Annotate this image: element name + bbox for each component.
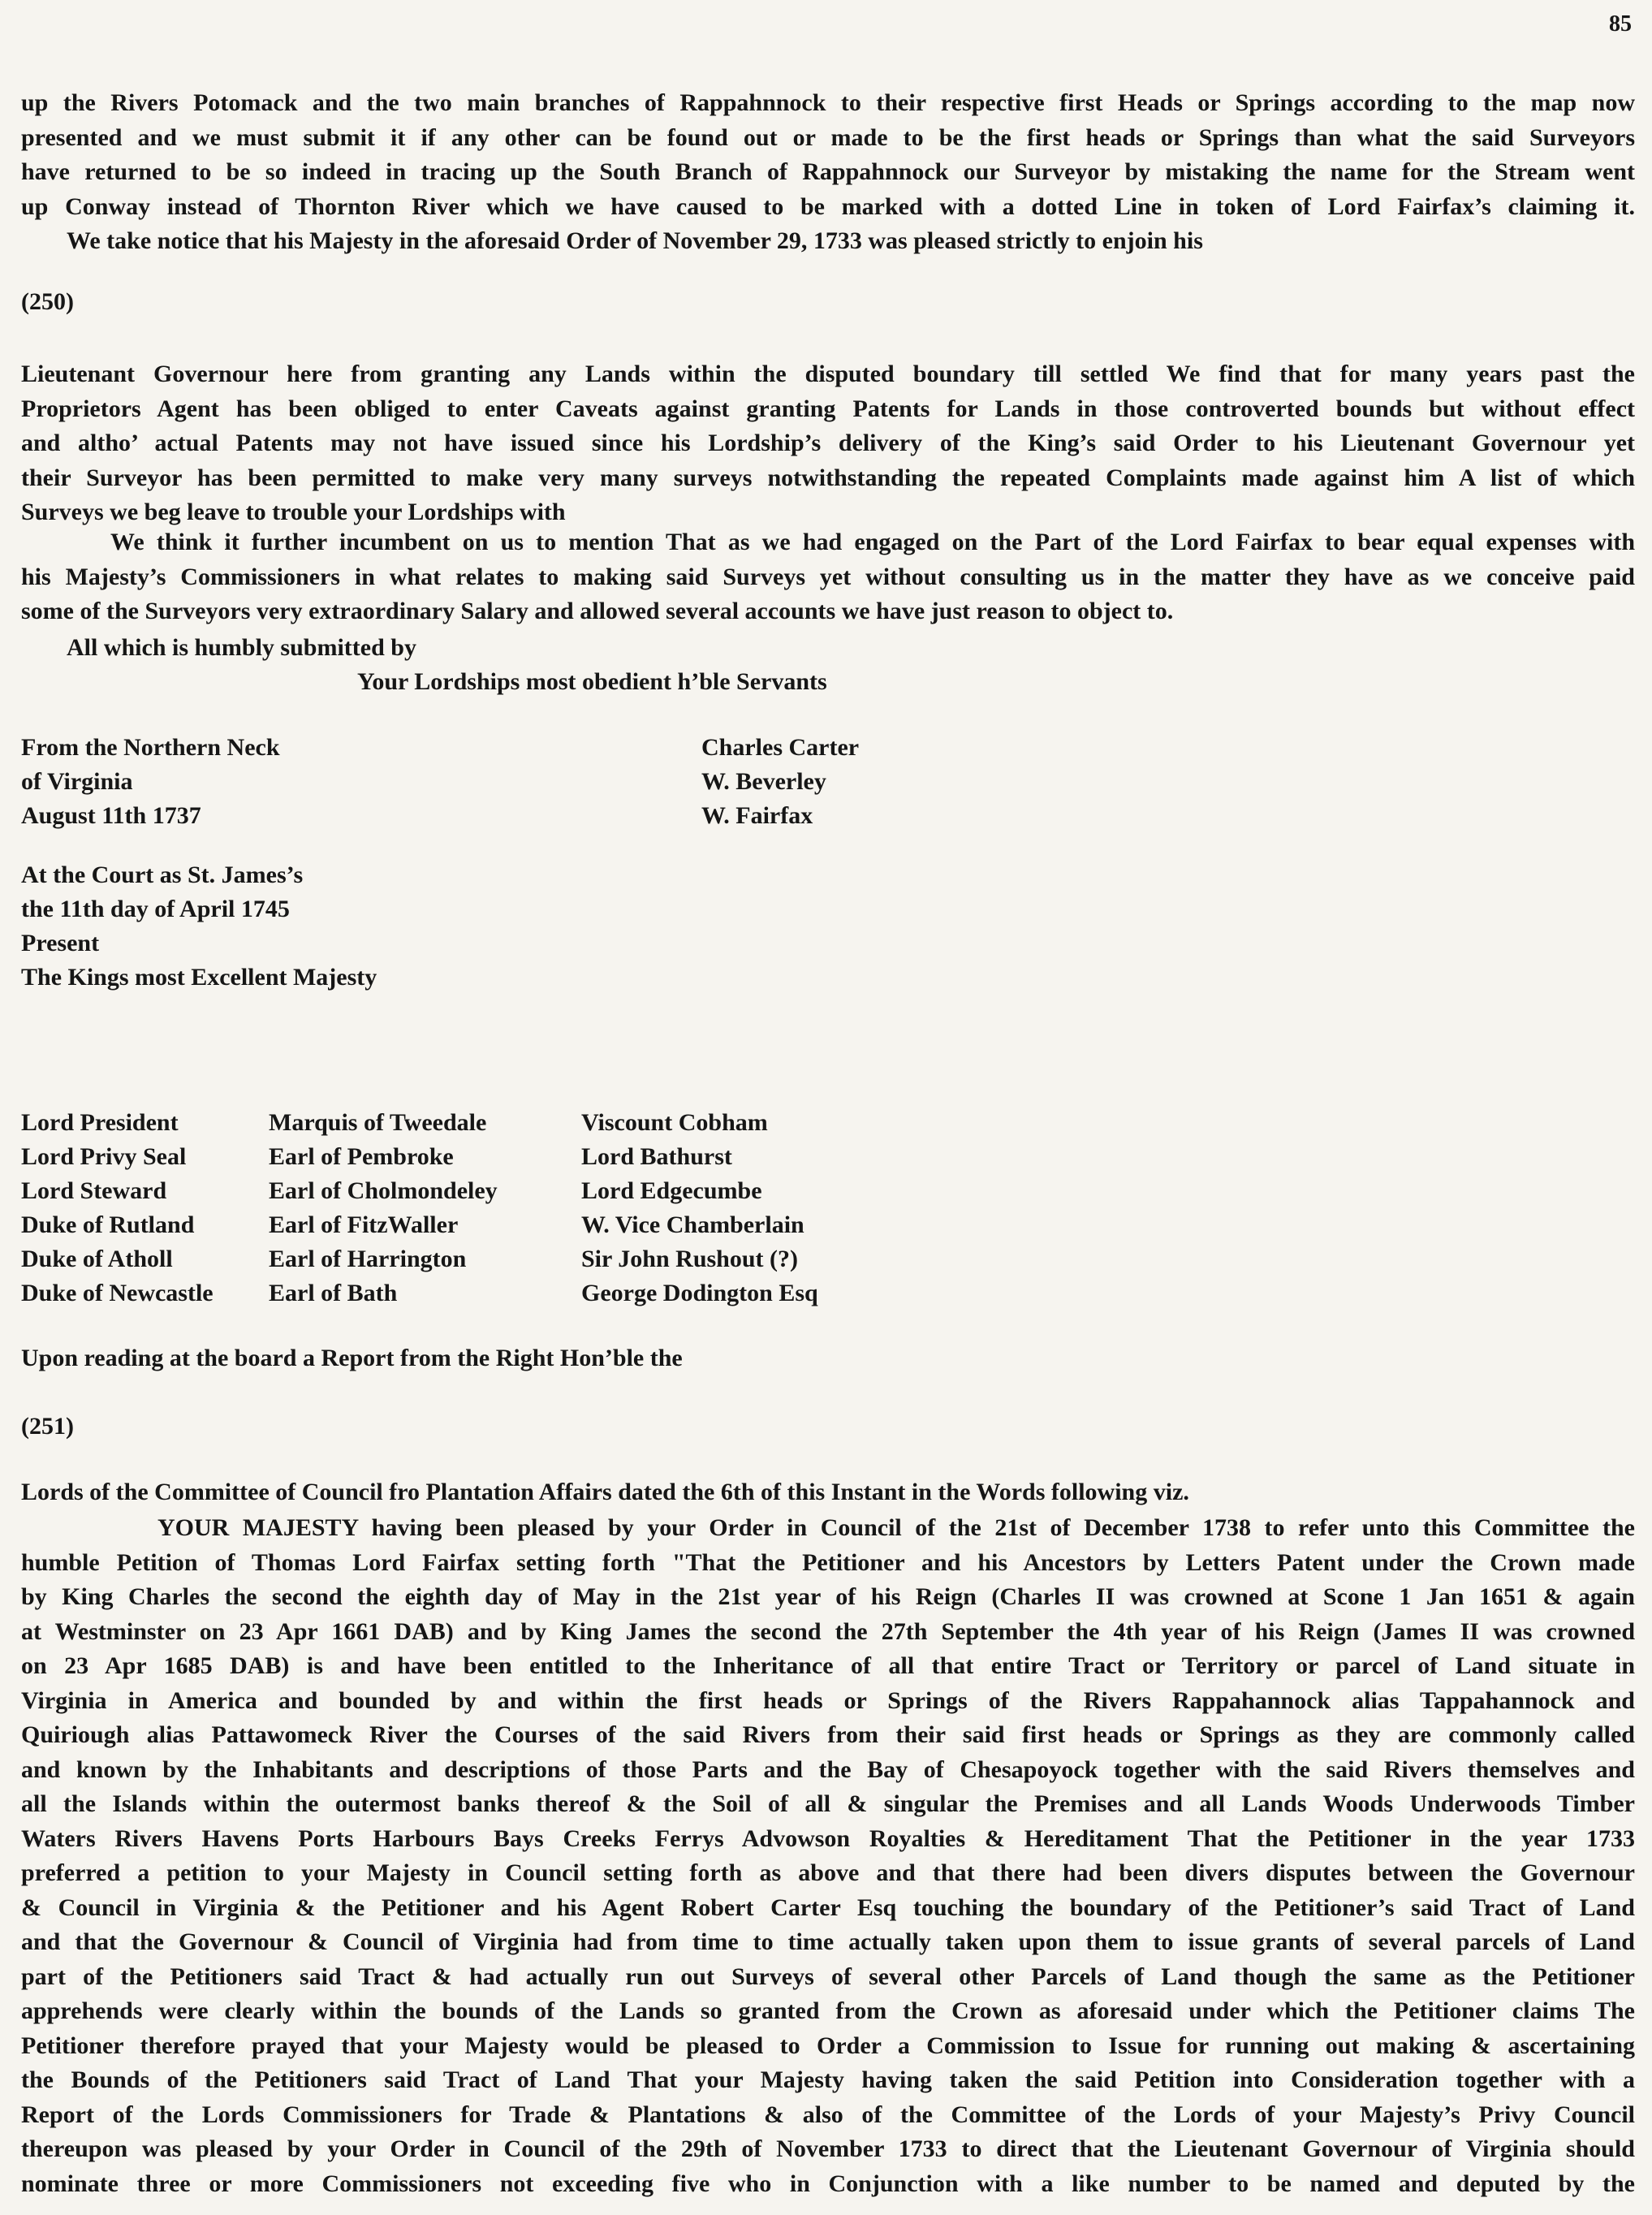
text-line: humble Petition of Thomas Lord Fairfax setting forth "That the Petitioner and his Ancestors by Letters Patent under the Crown made	[21, 1548, 1635, 1576]
signoff-line: August 11th 1737	[21, 802, 201, 829]
paragraph-lieutenant-governour	[21, 357, 1635, 530]
signoff-place	[21, 731, 280, 833]
court-heading	[21, 858, 377, 995]
text-line: have returned to be so indeed in tracing up the South Branch of Rappahnnock our Surveyor by mistaking the name for the Stream went	[21, 158, 1635, 185]
attendee: Sir John Rushout (?)	[581, 1246, 799, 1272]
paragraph-rivers	[21, 86, 1635, 259]
section-marker-250: (250)	[21, 288, 74, 315]
attendee: Earl of Harrington	[269, 1246, 467, 1272]
text-line: the Bounds of the Petitioners said Tract of Land That your Majesty having taken the said Petition into Consideration together with a	[21, 2066, 1635, 2093]
text-line: We think it further incumbent on us to mention That as we had engaged on the Part of the Lord Fairfax to bear equal expenses with	[110, 529, 1635, 555]
signatory-name: W. Fairfax	[701, 802, 813, 829]
section-marker-251: (251)	[21, 1413, 74, 1440]
attendee: George Dodington Esq	[581, 1280, 818, 1306]
text-line: Waters Rivers Havens Ports Harbours Bays Creeks Ferrys Advowson Royalties & Hereditament That the Petitioner in the year 1733	[21, 1824, 1635, 1852]
text-line: Virginia in America and bounded by and within the first heads or Springs of the Rivers Rappahannock alias Tappahannock and	[21, 1686, 1635, 1714]
text-line: and that the Governour & Council of Virginia had from time to time actually taken upon them to issue grants of several parcels of Land	[21, 1928, 1635, 1955]
text-line: at Westminster on 23 Apr 1661 DAB) and by King James the second the 27th September the 4th year of his Reign (James II was crowned	[21, 1617, 1635, 1645]
signatories	[701, 731, 859, 833]
signatory-name: Charles Carter	[701, 734, 860, 761]
attendee: Viscount Cobham	[581, 1109, 768, 1136]
text-line: by King Charles the second the eighth day of May in the 21st year of his Reign (Charles II was crowned at Scone 1 Jan 1651 & again	[21, 1583, 1635, 1610]
attendee: Duke of Rutland	[21, 1211, 195, 1238]
text-line: preferred a petition to your Majesty in Council setting forth as above and that there had been divers disputes between the Governour	[21, 1859, 1635, 1886]
attendees-col-3	[581, 1106, 818, 1310]
paragraph-expenses	[21, 525, 1635, 629]
signoff-line: From the Northern Neck	[21, 734, 280, 761]
text-line: and altho’ actual Patents may not have issued since his Lordship’s delivery of the King’s said Order to his Lieutenant Governour yet	[21, 430, 1635, 456]
attendee: W. Vice Chamberlain	[581, 1211, 804, 1238]
attendee: Lord Steward	[21, 1177, 167, 1204]
submitted-line: All which is humbly submitted by	[67, 634, 416, 661]
attendees-col-2	[269, 1106, 498, 1310]
text-line: YOUR MAJESTY having been pleased by your Order in Council of the 21st of December 1738 to refer unto this Committee the	[157, 1514, 1635, 1541]
text-line: We take notice that his Majesty in the aforesaid Order of November 29, 1733 was pleased strictly to enjoin his	[67, 227, 1203, 254]
attendee: Earl of Pembroke	[269, 1143, 454, 1170]
attendee: Lord Privy Seal	[21, 1143, 187, 1170]
attendee: Duke of Atholl	[21, 1246, 173, 1272]
attendee: Earl of Cholmondeley	[269, 1177, 498, 1204]
text-line: all the Islands within the outermost banks thereof & the Soil of all & singular the Premises and all Lands Woods Underwoods Timber	[21, 1790, 1635, 1817]
text-line: and known by the Inhabitants and descriptions of those Parts and the Bay of Chesapoyock together with the said Rivers themselves and	[21, 1755, 1635, 1783]
text-line: Report of the Lords Commissioners for Trade & Plantations & also of the Committee of the Lords of your Majesty’s Privy Council	[21, 2101, 1635, 2128]
text-line: apprehends were clearly within the bounds of the Lands so granted from the Crown as aforesaid under which the Petitioner claims The	[21, 1997, 1635, 2024]
court-line: the 11th day of April 1745	[21, 896, 290, 922]
text-line: Surveys we beg leave to trouble your Lordships with	[21, 499, 566, 525]
attendee: Lord Bathurst	[581, 1143, 732, 1170]
text-line: their Surveyor has been permitted to make very many surveys notwithstanding the repeated Complaints made against him A list of which	[21, 464, 1635, 491]
court-line: The Kings most Excellent Majesty	[21, 964, 377, 991]
paragraph-petition	[21, 1511, 1635, 2201]
servants-line: Your Lordships most obedient h’ble Servants	[357, 668, 827, 695]
court-line: Present	[21, 930, 100, 956]
text-line: Quiriough alias Pattawomeck River the Courses of the said Rivers from their said first heads or Springs as they are commonly called	[21, 1721, 1635, 1748]
text-line: Petitioner therefore prayed that your Majesty would be pleased to Order a Commission to Issue for running out making & ascertaining	[21, 2031, 1635, 2059]
text-line: part of the Petitioners said Tract & had actually run out Surveys of several other Parcels of Land though the same as the Petitioner	[21, 1962, 1635, 1990]
attendee: Lord Edgecumbe	[581, 1177, 762, 1204]
attendee: Earl of Bath	[269, 1280, 398, 1306]
text-line: his Majesty’s Commissioners in what relates to making said Surveys yet without consulting us in the matter they have as we conceive paid	[21, 563, 1635, 590]
signatory-name: W. Beverley	[701, 768, 826, 795]
lords-committee-line: Lords of the Committee of Council fro Plantation Affairs dated the 6th of this Instant in the Words following viz.	[21, 1479, 1189, 1505]
upon-reading-line: Upon reading at the board a Report from the Right Hon’ble the	[21, 1345, 683, 1371]
text-line: on 23 Apr 1685 DAB) is and have been entitled to the Inheritance of all that entire Tract or Territory or parcel of Land situate in	[21, 1652, 1635, 1679]
court-line: At the Court as St. James’s	[21, 861, 304, 888]
text-line: nominate three or more Commissioners not exceeding five who in Conjunction with a like number to be named and deputed by the	[21, 2170, 1635, 2197]
text-line: presented and we must submit it if any other can be found out or made to be the first heads or Springs than what the said Surveyors	[21, 123, 1635, 151]
text-line: some of the Surveyors very extraordinary Salary and allowed several accounts we have just reason to object to.	[21, 598, 1174, 624]
document-page	[21, 0, 1635, 2215]
page-number: 85	[1609, 11, 1632, 37]
attendee: Marquis of Tweedale	[269, 1109, 487, 1136]
text-line: thereupon was pleased by your Order in Council of the 29th of November 1733 to direct that the Lieutenant Governour of Virginia should	[21, 2135, 1635, 2162]
text-line: up the Rivers Potomack and the two main branches of Rappahnnock to their respective first Heads or Springs according to the map now	[21, 89, 1635, 116]
signoff-line: of Virginia	[21, 768, 133, 795]
attendee: Earl of FitzWaller	[269, 1211, 459, 1238]
attendee: Lord President	[21, 1109, 179, 1136]
attendee: Duke of Newcastle	[21, 1280, 214, 1306]
attendees-col-1	[21, 1106, 214, 1310]
text-line: Lieutenant Governour here from granting any Lands within the disputed boundary till settled We find that for many years past the	[21, 361, 1635, 387]
text-line: & Council in Virginia & the Petitioner and his Agent Robert Carter Esq touching the boundary of the Petitioner’s said Tract of Land	[21, 1893, 1635, 1921]
text-line: up Conway instead of Thornton River which we have caused to be marked with a dotted Line in token of Lord Fairfax’s claiming it.	[21, 192, 1635, 220]
text-line: Proprietors Agent has been obliged to enter Caveats against granting Patents for Lands in those controverted bounds but without effect	[21, 395, 1635, 422]
